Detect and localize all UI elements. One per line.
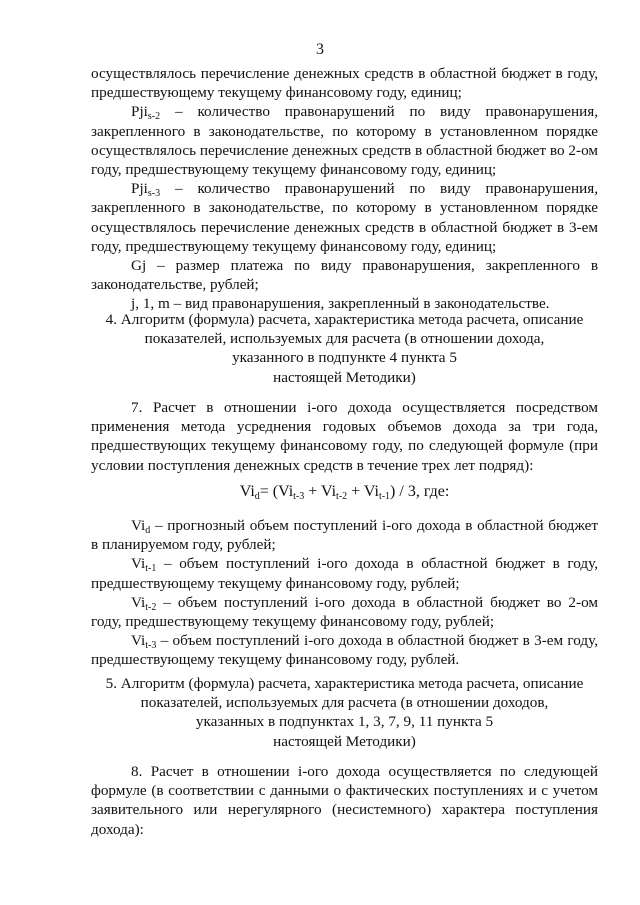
definition-pji-s3: Pji$_{s-3}$ – количество правонарушений по виду правонарушения, закрепленного в законодательстве, по которому в установленном порядке осуществлялось перечисление денежных средств в областной бюджет в 3-ем году, предшествующему текущему финансовому году, единиц; (91, 180, 598, 255)
formula-average: $Vi_d= (Vi_{t-3} + Vi_{t-2} + Vi_{t-1}) / 3$, где: (239, 483, 450, 502)
definition-vit2: $Vi_{t-2}$ – объем поступлений i-ого дохода в областной бюджет во 2-ом году, предшествующему текущему финансовому году, рублей; (91, 593, 598, 631)
formula-definitions (91, 516, 598, 670)
definition-pji-s2: Pji$_{s-2}$ – количество правонарушений по виду правонарушения, закрепленного в законодательстве, по которому в установленном порядке осуществлялось перечисление денежных средств в областной бюджет во 2-ом году, предшествующему текущему финансовому году, единиц; (91, 103, 598, 179)
paragraph-8-text: 8. Расчет в отношении i-ого дохода осуществляется по следующей формуле (в соответствии с данными о фактических поступлениях и с учетом заявительного или нерегулярного (несистемного) характера поступления дохода): (91, 763, 598, 838)
heading-line: показателей, используемых для расчета (в отношении доходов, (140, 694, 549, 712)
heading-line: настоящей Методики) (273, 732, 416, 750)
section-4-heading (91, 310, 598, 387)
definition-gj: Gj – размер платежа по виду правонарушения, закрепленного в законодательстве, рублей; (91, 257, 598, 294)
heading-line: указанных в подпунктах 1, 3, 7, 9, 11 пункта 5 (195, 713, 494, 731)
heading-line: настоящей Методики) (273, 368, 416, 386)
heading-line: показателей, используемых для расчета (в отношении дохода, (144, 330, 545, 348)
section-5-heading (91, 674, 598, 751)
paragraph-7 (91, 398, 598, 475)
definition-vid: $Vi_d$ – прогнозный объем поступлений i-ого дохода в областной бюджет в планируемом году, рублей; (91, 517, 598, 554)
definitions-continued (91, 64, 598, 314)
paragraph-7-text: 7. Расчет в отношении i-ого дохода осуществляется посредством применения метода усреднения годовых объемов дохода за три года, предшествующих текущему финансовому году, по следующей формуле (при условии поступления денежных средств в течение трех лет подряд): (91, 399, 598, 474)
page-number: 3 (316, 41, 324, 58)
heading-line: указанного в подпункте 4 пункта 5 (232, 349, 457, 367)
definition-vit1: $Vi_{t-1}$ – объем поступлений i-ого дохода в областной бюджет в году, предшествующему текущему финансовому году, рублей; (91, 555, 598, 592)
heading-line: 5. Алгоритм (формула) расчета, характеристика метода расчета, описание (105, 675, 584, 692)
definition-j: j, 1, m – вид правонарушения, закрепленный в законодательстве. (131, 295, 550, 313)
heading-line: 4. Алгоритм (формула) расчета, характеристика метода расчета, описание (105, 311, 584, 328)
definition-vit3: $Vi_{t-3}$ – объем поступлений i-ого дохода в областной бюджет в 3-ем году, предшествующему текущему финансовому году, рублей. (91, 632, 598, 669)
paragraph-8 (91, 762, 598, 839)
paragraph-continuation: осуществлялось перечисление денежных средств в областной бюджет в году, предшествующему текущему финансовому году, единиц; (91, 65, 598, 102)
